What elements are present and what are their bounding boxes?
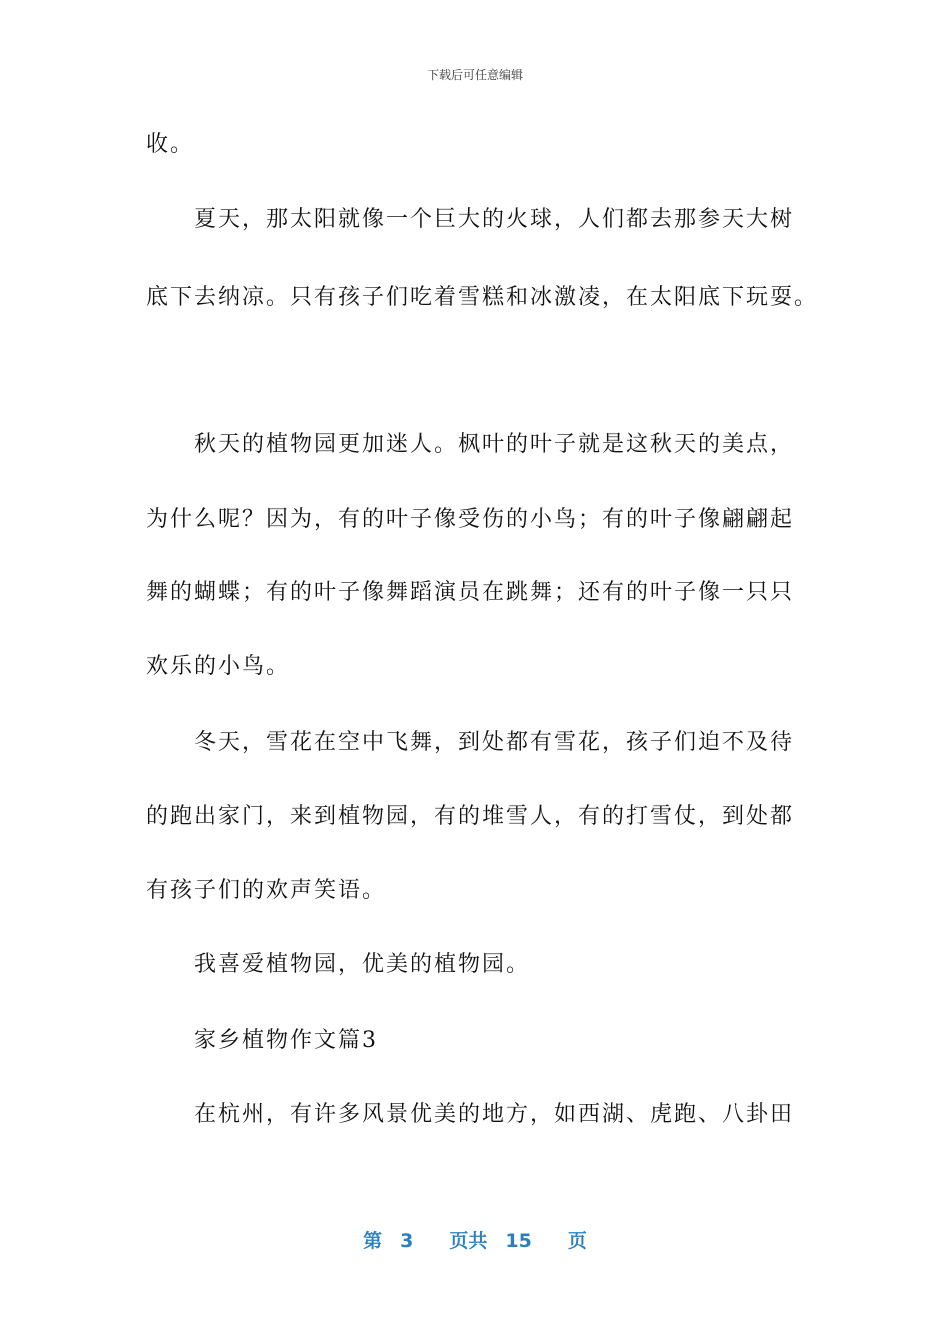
text-line: 收。 [146, 132, 195, 157]
text-line: 欢乐的小鸟。 [146, 654, 291, 679]
page-footer [0, 1226, 950, 1253]
total-pages-number: 15 [505, 1230, 532, 1252]
text-line: 的跑出家门，来到植物园，有的堆雪人，有的打雪仗，到处都 [146, 804, 795, 829]
paragraph-start-line: 在杭州，有许多风景优美的地方，如西湖、虎跑、八卦田 [194, 1102, 795, 1127]
paragraph-start-line: 夏天，那太阳就像一个巨大的火球，人们都去那参天大树 [194, 207, 795, 232]
text-line: 为什么呢？因为，有的叶子像受伤的小鸟；有的叶子像翩翩起 [146, 507, 795, 532]
paragraph-start-line: 冬天，雪花在空中飞舞，到处都有雪花，孩子们迫不及待 [194, 730, 795, 755]
paragraph-start-line: 我喜爱植物园，优美的植物园。 [194, 952, 531, 977]
footer-middle: 页共 [449, 1230, 488, 1252]
text-line: 底下去纳凉。只有孩子们吃着雪糕和冰激凌，在太阳底下玩耍。 [146, 285, 819, 310]
section-heading: 家乡植物作文篇3 [194, 1028, 378, 1053]
current-page-number: 3 [400, 1230, 414, 1252]
page-header: 下载后可任意编辑 [426, 68, 523, 82]
footer-prefix: 第 [363, 1230, 383, 1252]
text-line: 舞的蝴蝶；有的叶子像舞蹈演员在跳舞；还有的叶子像一只只 [146, 580, 795, 605]
paragraph-start-line: 秋天的植物园更加迷人。枫叶的叶子就是这秋天的美点， [194, 432, 795, 457]
text-line: 有孩子们的欢声笑语。 [146, 878, 387, 903]
footer-suffix: 页 [567, 1230, 587, 1252]
